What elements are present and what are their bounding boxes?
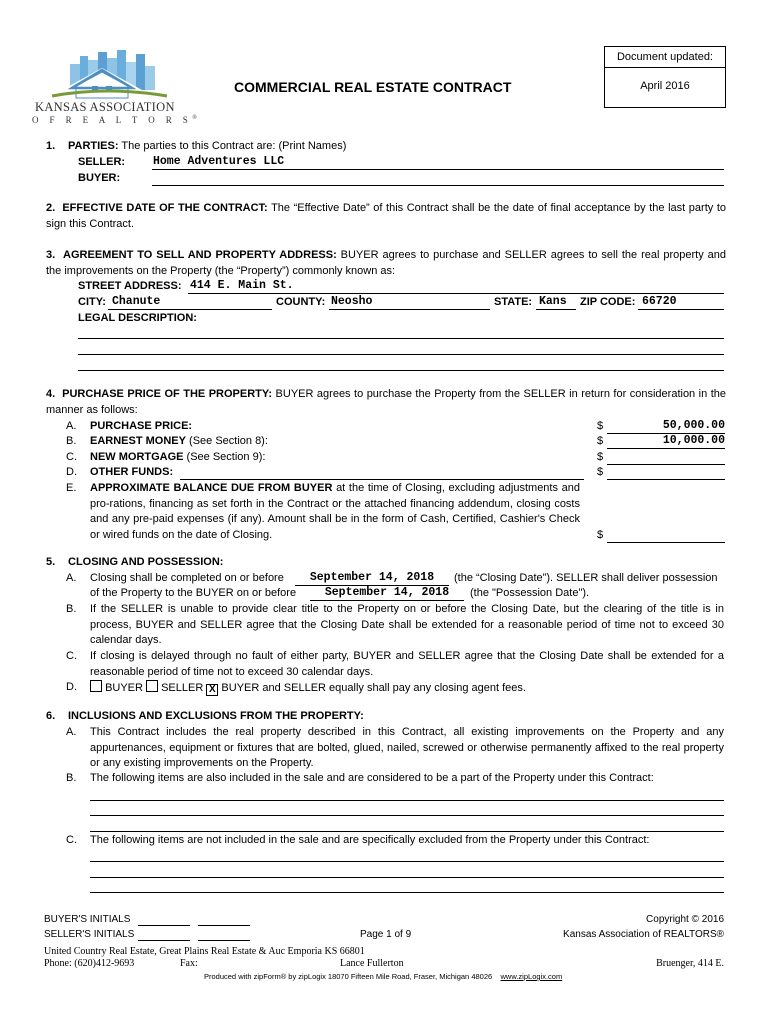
inclusions-clause-a: This Contract includes the real property described in this Contract, all existing improvements on the Property and any appurtenances, equipment or fixtures that are bolted, glued, nailed, screwed or otherwise permanently affixed to the real property or any existing improvements on the Property.: [90, 726, 724, 769]
produced-by: [204, 972, 562, 981]
included-items-text: The following items are also included in the sale and are considered to be a part of the Property under this Contract:: [90, 772, 654, 784]
fax-info: Fax:: [180, 958, 198, 969]
excluded-items-line[interactable]: [90, 861, 724, 862]
price-item: [66, 466, 174, 478]
item-label: PURCHASE PRICE:: [90, 420, 193, 432]
item-letter: B.: [66, 772, 77, 784]
county-value: Neosho: [331, 295, 373, 308]
street-address-label: STREET ADDRESS:: [78, 280, 182, 292]
legal-description-line[interactable]: [78, 370, 724, 371]
association-name: Kansas Association of REALTORS®: [563, 929, 724, 940]
document-updated-box: [604, 46, 726, 108]
earnest-money-value: 10,000.00: [662, 434, 725, 447]
excluded-items-line[interactable]: [90, 892, 724, 893]
closing-fee-options: [90, 680, 526, 696]
file-name: Bruenger, 414 E.: [656, 958, 724, 969]
state-value: Kans: [539, 295, 567, 308]
item-letter: B.: [66, 603, 77, 615]
included-items-line[interactable]: [90, 831, 724, 832]
purchase-price-field[interactable]: [607, 419, 725, 434]
street-address-value: 414 E. Main St.: [190, 279, 294, 292]
zip-code-field[interactable]: [638, 295, 724, 310]
phone-info: Phone: (620)412-9693: [44, 958, 135, 969]
logo-subtitle-text: O F R E A L T O R S: [32, 115, 193, 125]
seller-pays-checkbox[interactable]: [146, 680, 158, 692]
closing-text-2: (the “Closing Date”). SELLER shall deliver possession: [454, 572, 718, 584]
legal-description-line[interactable]: [78, 354, 724, 355]
page-title: COMMERCIAL REAL ESTATE CONTRACT: [234, 79, 512, 95]
legal-description-line[interactable]: [78, 338, 724, 339]
balance-due-field[interactable]: [607, 528, 725, 543]
section-number: 4.: [46, 388, 56, 400]
city-field[interactable]: [108, 295, 272, 310]
other-funds-description-line[interactable]: [180, 479, 584, 480]
copyright: Copyright © 2016: [646, 914, 724, 925]
section-1-heading: PARTIES:: [68, 140, 119, 152]
price-item: [66, 451, 266, 463]
county-label: COUNTY:: [276, 296, 326, 308]
section-number: 6.: [46, 710, 56, 722]
buyer-label: BUYER:: [78, 172, 121, 184]
item-label: EARNEST MONEY: [90, 435, 186, 447]
purchase-price-value: 50,000.00: [662, 419, 725, 432]
both-pay-checkbox[interactable]: X: [206, 684, 218, 696]
closing-date-value: September 14, 2018: [309, 571, 435, 584]
city-label: CITY:: [78, 296, 106, 308]
section-4-text: BUYER agrees to purchase the Property from the SELLER in return for consideration in the manner as follows:: [46, 388, 726, 416]
logo-reg-mark: ®: [192, 115, 197, 121]
closing-text-4: (the "Possession Date").: [470, 587, 590, 599]
excluded-items-line[interactable]: [90, 877, 724, 878]
balance-due-label: APPROXIMATE BALANCE DUE FROM BUYER: [90, 482, 333, 494]
both-option-label: BUYER and SELLER equally shall pay any closing agent fees.: [221, 682, 526, 694]
zip-code-label: ZIP CODE:: [580, 296, 636, 308]
ziplogix-link[interactable]: www.zipLogix.com: [500, 972, 563, 981]
legal-description-label: LEGAL DESCRIPTION:: [78, 312, 197, 324]
possession-date-value: September 14, 2018: [324, 586, 450, 599]
seller-option-label: SELLER: [161, 682, 204, 694]
section-4: [46, 387, 726, 418]
kansas-realtors-logo: [32, 46, 197, 126]
earnest-money-field[interactable]: [607, 434, 725, 449]
section-number: 3.: [46, 249, 56, 261]
item-letter: D.: [66, 466, 77, 478]
item-letter: D.: [66, 681, 77, 693]
dollar-sign: $: [597, 420, 604, 432]
city-value: Chanute: [112, 295, 161, 308]
seller-initials-field[interactable]: [198, 940, 250, 941]
document-updated-label: Document updated:: [605, 47, 725, 68]
buyer-option-label: BUYER: [105, 682, 143, 694]
section-3-text: BUYER agrees to purchase and SELLER agrees to sell the real property and the improvements on the Property (the “Property”) commonly known as:: [46, 249, 726, 277]
other-funds-field[interactable]: [607, 465, 725, 480]
seller-label: SELLER:: [78, 156, 126, 168]
section-3: [46, 248, 726, 279]
seller-value: Home Adventures LLC: [153, 155, 285, 168]
price-item: [66, 420, 193, 432]
item-letter: A.: [66, 420, 77, 432]
section-6: [46, 710, 364, 722]
item-letter: E.: [66, 482, 77, 494]
zip-code-value: 66720: [642, 295, 677, 308]
section-1-text: The parties to this Contract are: (Print Names): [118, 140, 347, 152]
excluded-items-text: The following items are not included in the sale and are specifically excluded from the Property under this Contract:: [90, 834, 650, 846]
closing-clause-b: If the SELLER is unable to provide clear title to the Property on or before the Closing Date, but the clearing of the title is in process, BUYER and SELLER agree that the Closing Date shall be extended for a reasonable period of time not to exceed 30 calendar days.: [90, 603, 724, 646]
section-2: [46, 201, 726, 232]
section-number: 2.: [46, 202, 56, 214]
closing-date-field[interactable]: [295, 571, 449, 586]
new-mortgage-field[interactable]: [607, 450, 725, 465]
section-3-heading: AGREEMENT TO SELL AND PROPERTY ADDRESS:: [63, 249, 337, 261]
seller-initials-field[interactable]: [138, 940, 190, 941]
page-number: Page 1 of 9: [360, 929, 412, 940]
buyer-field[interactable]: [152, 171, 724, 186]
section-5-heading: CLOSING AND POSSESSION:: [68, 556, 224, 568]
buyer-pays-checkbox[interactable]: [90, 680, 102, 692]
item-letter: A.: [66, 572, 77, 584]
section-2-heading: EFFECTIVE DATE OF THE CONTRACT:: [62, 202, 268, 214]
section-6-heading: INCLUSIONS AND EXCLUSIONS FROM THE PROPERTY:: [68, 710, 364, 722]
buyer-initials-field[interactable]: [138, 925, 190, 926]
document-updated-value: April 2016: [640, 80, 690, 92]
item-letter: A.: [66, 726, 77, 738]
county-field[interactable]: [329, 295, 490, 310]
item-label: OTHER FUNDS:: [90, 466, 174, 478]
item-letter: B.: [66, 435, 77, 447]
dollar-sign: $: [597, 451, 604, 463]
balance-due-text: [90, 481, 580, 543]
closing-text-3: of the Property to the BUYER on or before: [90, 587, 297, 599]
seller-field[interactable]: [152, 155, 724, 170]
dollar-sign: $: [597, 466, 604, 478]
state-label: STATE:: [494, 296, 533, 308]
agent-name: Lance Fullerton: [340, 958, 404, 969]
buyer-initials-label: BUYER'S INITIALS: [44, 914, 131, 925]
item-label: NEW MORTGAGE: [90, 451, 184, 463]
produced-by-text: Produced with zipForm® by zipLogix 18070 Fifteen Mile Road, Fraser, Michigan 48026: [204, 972, 493, 981]
dollar-sign: $: [597, 435, 604, 447]
closing-clause-c: If closing is delayed through no fault of either party, BUYER and SELLER agree that the Closing Date shall be extended for a reasonable period of time not to exceed 30 calendar days.: [90, 650, 724, 678]
section-2-text: The “Effective Date” of this Contract shall be the date of final acceptance by the last party to sign this Contract.: [46, 202, 726, 230]
section-4-heading: PURCHASE PRICE OF THE PROPERTY:: [62, 388, 273, 400]
closing-text-1: Closing shall be completed on or before: [90, 572, 284, 584]
possession-date-field[interactable]: [310, 586, 464, 601]
section-1: [46, 140, 726, 152]
included-items-line[interactable]: [90, 815, 724, 816]
dollar-sign: $: [597, 529, 604, 541]
item-label-rest: (See Section 9):: [183, 451, 266, 463]
buyer-initials-field[interactable]: [198, 925, 250, 926]
item-letter: C.: [66, 650, 77, 662]
seller-initials-label: SELLER'S INITIALS: [44, 929, 135, 940]
state-field[interactable]: [536, 295, 576, 310]
item-letter: C.: [66, 834, 77, 846]
item-letter: C.: [66, 451, 77, 463]
price-item: [66, 435, 268, 447]
logo-skyline-icon: [32, 46, 182, 102]
balance-due-description: at the time of Closing, excluding adjustments and pro-rations, financing as set forth in the Contract or the attached financing addendum, closing costs and any pre-paid expenses (if any). Amount shall be in the form of Cash, Certified, Cashier's Check or wired funds on the date of Closing.: [90, 482, 580, 541]
item-label-rest: (See Section 8):: [185, 435, 268, 447]
agency-info: United Country Real Estate, Great Plains Real Estate & Auc Emporia KS 66801: [44, 946, 365, 957]
street-address-field[interactable]: [188, 279, 724, 294]
section-number: 5.: [46, 556, 56, 568]
included-items-line[interactable]: [90, 800, 724, 801]
logo-name-text: KANSAS ASSOCIATION: [35, 100, 175, 114]
section-number: 1.: [46, 140, 56, 152]
section-5: [46, 556, 224, 568]
